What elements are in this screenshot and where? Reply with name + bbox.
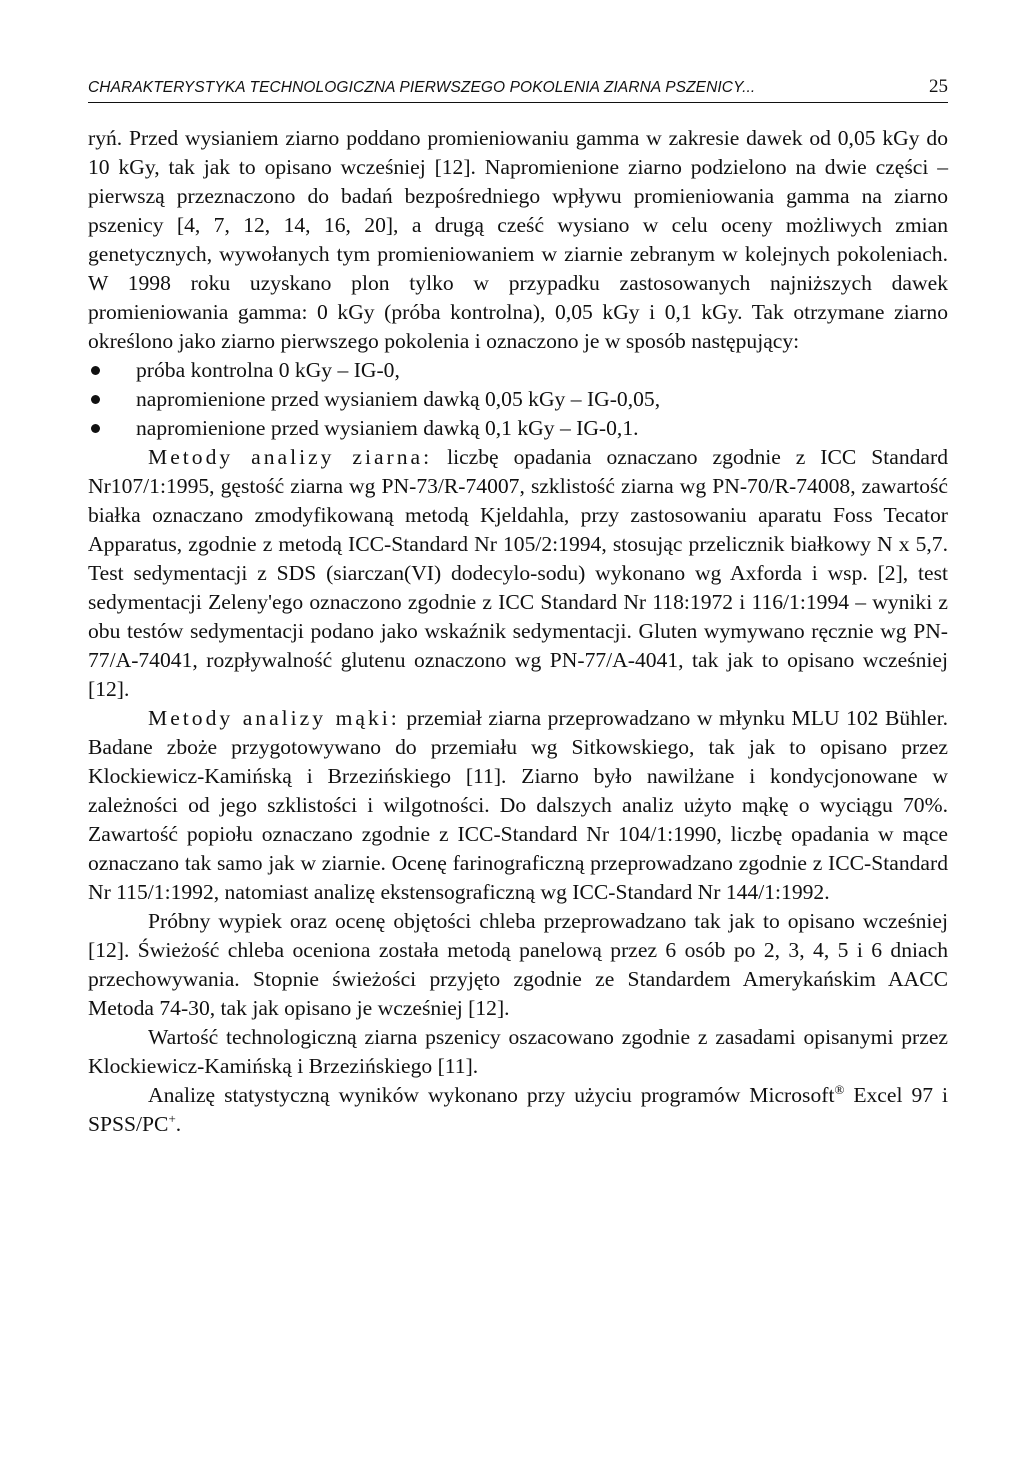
- list-item-text: napromienione przed wysianiem dawką 0,05 kGy – IG-0,05,: [136, 387, 661, 411]
- running-title: CHARAKTERYSTYKA TECHNOLOGICZNA PIERWSZEGO POKOLENIA ZIARNA PSZENICY...: [88, 79, 756, 96]
- section-lead-grain: Metody analizy ziarna:: [148, 445, 433, 469]
- bullet-icon: [91, 424, 100, 433]
- list-item: [88, 356, 948, 385]
- paragraph-baking: Próbny wypiek oraz ocenę objętości chleba przeprowadzano tak jak to opisano wcześniej [12]. Świeżość chleba oceniona została metodą panelową przez 6 osób po 2, 3, 4, 5 i 6 dniach przechowywania. Stopnie świeżości przyjęto zgodnie ze Standardem Amerykańskim AACC Metoda 74-30, tak jak opisano je wcześniej [12].: [88, 909, 948, 1020]
- paragraph-text: liczbę opadania oznaczano zgodnie z ICC Standard Nr107/1:1995, gęstość ziarna wg PN-73/R-74007, szklistość ziarna wg PN-70/R-74008, zawartość białka oznaczano zmodyfikowaną metodą Kjeldahla, przy zastosowaniu aparatu Foss Tecator Apparatus, zgodnie z metodą ICC-Standard Nr 105/2:1994, stosując przelicznik białkowy N x 5,7. Test sedymentacji z SDS (siarczan(VI) dodecylo-sodu) wykonano wg Axforda i wsp. [2], test sedymentacji Zeleny'ego oznaczono zgodnie z ICC Standard Nr 118:1972 i 116/1:1994 – wyniki z obu testów sedymentacji podano jako wskaźnik sedymentacji. Gluten wymywano ręcznie wg PN-77/A-74041, rozpływalność glutenu oznaczono wg PN-77/A-4041, tak jak to opisano wcześniej [12].: [88, 445, 948, 701]
- registered-mark: ®: [834, 1081, 845, 1097]
- list-item: [88, 385, 948, 414]
- list-item-text: napromienione przed wysianiem dawką 0,1 kGy – IG-0,1.: [136, 416, 639, 440]
- sample-list: [88, 356, 948, 443]
- paragraph-text: .: [175, 1112, 182, 1136]
- page-header: [88, 76, 948, 103]
- bullet-icon: [91, 366, 100, 375]
- list-item: [88, 414, 948, 443]
- page-number: 25: [929, 76, 948, 97]
- paragraph-grain-methods: [88, 443, 948, 704]
- paragraph-text: Excel 97 i SPSS/PC: [88, 1083, 949, 1136]
- superscript-plus: +: [168, 1110, 176, 1126]
- paragraph-text: przemiał ziarna przeprowadzano w młynku MLU 102 Bühler. Badane zboże przygotowywano do przemiału wg Sitkowskiego, tak jak to opisano przez Klockiewicz-Kamińską i Brzezińskiego [11]. Ziarno było nawilżane i kondycjonowane w zależności od jego szklistości i wilgotności. Do dalszych analiz użyto mąkę o wyciągu 70%. Zawartość popiołu oznaczano zgodnie z ICC-Standard Nr 104/1:1990, liczbę opadania w mące oznaczano tak samo jak w ziarnie. Ocenę farinograficzną przeprowadzano zgodnie z ICC-Standard Nr 115/1:1992, natomiast analizę ekstensograficzną wg ICC-Standard Nr 144/1:1992.: [88, 706, 948, 904]
- paragraph-technological-value: Wartość technologiczną ziarna pszenicy oszacowano zgodnie z zasadami opisanymi przez Klockiewicz-Kamińską i Brzezińskiego [11].: [88, 1025, 948, 1078]
- section-lead-flour: Metody analizy mąki:: [148, 706, 400, 730]
- bullet-icon: [91, 395, 100, 404]
- list-item-text: próba kontrolna 0 kGy – IG-0,: [136, 358, 400, 382]
- body-text: [88, 124, 948, 1139]
- paragraph-text: Analizę statystyczną wyników wykonano przy użyciu programów Microsoft: [148, 1083, 835, 1107]
- paragraph-statistics: [88, 1081, 948, 1139]
- paragraph-irradiation: ryń. Przed wysianiem ziarno poddano promieniowaniu gamma w zakresie dawek od 0,05 kGy do 10 kGy, tak jak to opisano wcześniej [12]. Napromienione ziarno podzielono na dwie części – pierwszą przeznaczono do badań bezpośredniego wpływu promieniowania gamma na ziarno pszenicy [4, 7, 12, 14, 16, 20], a drugą cześć wysiano w celu oceny możliwych zmian genetycznych, wywołanych tym promieniowaniem w ziarnie zebranym w kolejnych pokoleniach. W 1998 roku uzyskano plon tylko w przypadku zastosowanych najniższych dawek promieniowania gamma: 0 kGy (próba kontrolna), 0,05 kGy i 0,1 kGy. Tak otrzymane ziarno określono jako ziarno pierwszego pokolenia i oznaczono je w sposób następujący:: [88, 126, 948, 353]
- paragraph-flour-methods: [88, 704, 948, 907]
